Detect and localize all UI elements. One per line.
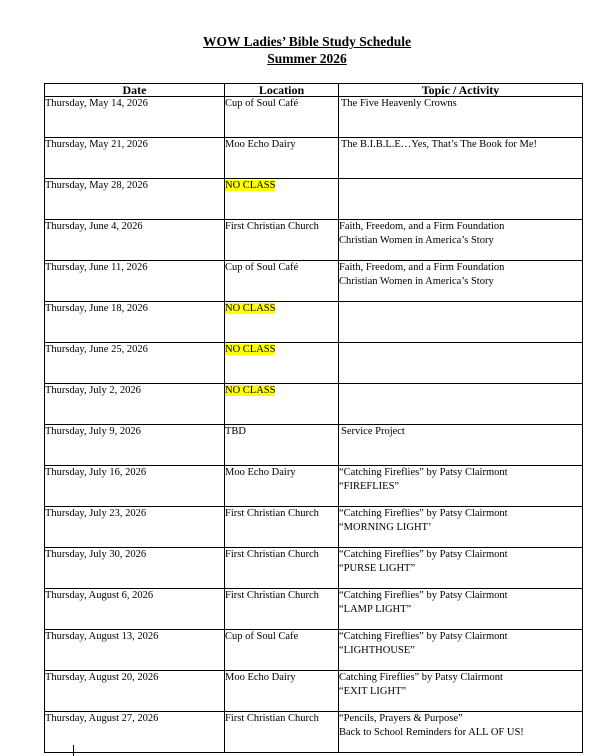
row-date: Thursday, August 20, 2026: [45, 671, 225, 712]
document-subtitle: Summer 2026: [267, 51, 347, 66]
table-row: [45, 630, 583, 671]
row-topic-cell: [339, 671, 583, 712]
row-topic-cell: [339, 138, 583, 179]
row-date: Thursday, June 4, 2026: [45, 220, 225, 261]
row-date: Thursday, July 30, 2026: [45, 548, 225, 589]
row-topic-cell: [339, 548, 583, 589]
document-title: WOW Ladies’ Bible Study Schedule: [202, 34, 412, 49]
row-topic-line1: The Five Heavenly Crowns: [341, 98, 457, 109]
row-date: Thursday, July 16, 2026: [45, 466, 225, 507]
header-row: [45, 84, 583, 97]
row-topic-line1: Faith, Freedom, and a Firm Foundation: [339, 262, 505, 273]
row-topic-line2: Back to School Reminders for ALL OF US!: [339, 727, 524, 738]
row-location-cell: [225, 630, 339, 671]
row-location-cell: [225, 343, 339, 384]
header-date: Date: [45, 84, 225, 97]
row-topic-cell: [339, 261, 583, 302]
row-location-cell: [225, 384, 339, 425]
row-topic-line2: “EXIT LIGHT”: [339, 686, 407, 697]
no-class-highlight: NO CLASS: [225, 303, 276, 314]
row-topic-line1: “Catching Fireflies” by Patsy Clairmont: [339, 549, 508, 560]
table-row: [45, 343, 583, 384]
schedule-table: [44, 83, 583, 753]
row-location: First Christian Church: [225, 508, 319, 519]
row-topic-line2: “LAMP LIGHT”: [339, 604, 412, 615]
row-location-cell: [225, 97, 339, 138]
no-class-highlight: NO CLASS: [225, 385, 276, 396]
row-topic-cell: [339, 425, 583, 466]
row-location: First Christian Church: [225, 221, 319, 232]
header-location: Location: [225, 84, 339, 97]
row-topic-line2: “LIGHTHOUSE”: [339, 645, 415, 656]
table-row: [45, 466, 583, 507]
row-location-cell: [225, 466, 339, 507]
row-topic-line2: Christian Women in America’s Story: [339, 276, 494, 287]
row-topic-line2: “PURSE LIGHT”: [339, 563, 416, 574]
row-date: Thursday, August 6, 2026: [45, 589, 225, 630]
row-date: Thursday, July 23, 2026: [45, 507, 225, 548]
table-row: [45, 138, 583, 179]
row-topic-line1: Faith, Freedom, and a Firm Foundation: [339, 221, 505, 232]
row-topic-cell: [339, 302, 583, 343]
row-location-cell: [225, 589, 339, 630]
row-location: Moo Echo Dairy: [225, 139, 296, 150]
row-location-cell: [225, 261, 339, 302]
table-row: [45, 384, 583, 425]
table-row: [45, 220, 583, 261]
row-topic-cell: [339, 712, 583, 753]
row-date: Thursday, May 21, 2026: [45, 138, 225, 179]
row-location: First Christian Church: [225, 590, 319, 601]
table-row: [45, 589, 583, 630]
row-topic-cell: [339, 589, 583, 630]
row-location: First Christian Church: [225, 549, 319, 560]
header-topic: Topic / Activity: [339, 84, 583, 97]
row-topic-line1: Catching Fireflies” by Patsy Clairmont: [339, 672, 503, 683]
row-topic-line2: Christian Women in America’s Story: [339, 235, 494, 246]
row-location-cell: [225, 220, 339, 261]
table-row: [45, 302, 583, 343]
row-location-cell: [225, 302, 339, 343]
row-date: Thursday, July 9, 2026: [45, 425, 225, 466]
row-topic-cell: [339, 507, 583, 548]
no-class-highlight: NO CLASS: [225, 180, 276, 191]
row-date: Thursday, June 11, 2026: [45, 261, 225, 302]
text-cursor: [73, 745, 74, 756]
row-topic-cell: [339, 97, 583, 138]
table-row: [45, 712, 583, 753]
row-location: First Christian Church: [225, 713, 319, 724]
row-location-cell: [225, 507, 339, 548]
row-date: Thursday, August 27, 2026: [45, 712, 225, 753]
row-location: Cup of Soul Cafe: [225, 631, 299, 642]
row-topic-line1: Service Project: [341, 426, 405, 437]
row-topic-cell: [339, 220, 583, 261]
row-topic-line2: “FIREFLIES”: [339, 481, 400, 492]
row-date: Thursday, May 14, 2026: [45, 97, 225, 138]
table-row: [45, 548, 583, 589]
row-location-cell: [225, 425, 339, 466]
row-topic-cell: [339, 630, 583, 671]
table-row: [45, 507, 583, 548]
table-row: [45, 425, 583, 466]
row-date: Thursday, July 2, 2026: [45, 384, 225, 425]
row-topic-line1: The B.I.B.L.E…Yes, That’s The Book for Me!: [341, 139, 537, 150]
row-topic-line2: “MORNING LIGHT’: [339, 522, 432, 533]
row-date: Thursday, June 18, 2026: [45, 302, 225, 343]
row-location-cell: [225, 548, 339, 589]
row-location: Moo Echo Dairy: [225, 467, 296, 478]
row-topic-line1: “Catching Fireflies” by Patsy Clairmont: [339, 467, 508, 478]
row-topic-cell: [339, 343, 583, 384]
row-location: Cup of Soul Café: [225, 98, 299, 109]
table-row: [45, 261, 583, 302]
row-topic-line1: “Catching Fireflies” by Patsy Clairmont: [339, 631, 508, 642]
row-date: Thursday, August 13, 2026: [45, 630, 225, 671]
table-row: [45, 97, 583, 138]
table-row: [45, 179, 583, 220]
row-location-cell: [225, 671, 339, 712]
row-date: Thursday, June 25, 2026: [45, 343, 225, 384]
row-topic-cell: [339, 384, 583, 425]
row-location-cell: [225, 179, 339, 220]
row-location: Cup of Soul Café: [225, 262, 299, 273]
row-topic-cell: [339, 466, 583, 507]
row-topic-cell: [339, 179, 583, 220]
table-row: [45, 671, 583, 712]
row-topic-line1: “Pencils, Prayers & Purpose”: [339, 713, 463, 724]
row-location: Moo Echo Dairy: [225, 672, 296, 683]
row-location: TBD: [225, 426, 246, 437]
row-date: Thursday, May 28, 2026: [45, 179, 225, 220]
row-location-cell: [225, 712, 339, 753]
row-topic-line1: “Catching Fireflies” by Patsy Clairmont: [339, 590, 508, 601]
no-class-highlight: NO CLASS: [225, 344, 276, 355]
row-topic-line1: “Catching Fireflies” by Patsy Clairmont: [339, 508, 508, 519]
row-location-cell: [225, 138, 339, 179]
